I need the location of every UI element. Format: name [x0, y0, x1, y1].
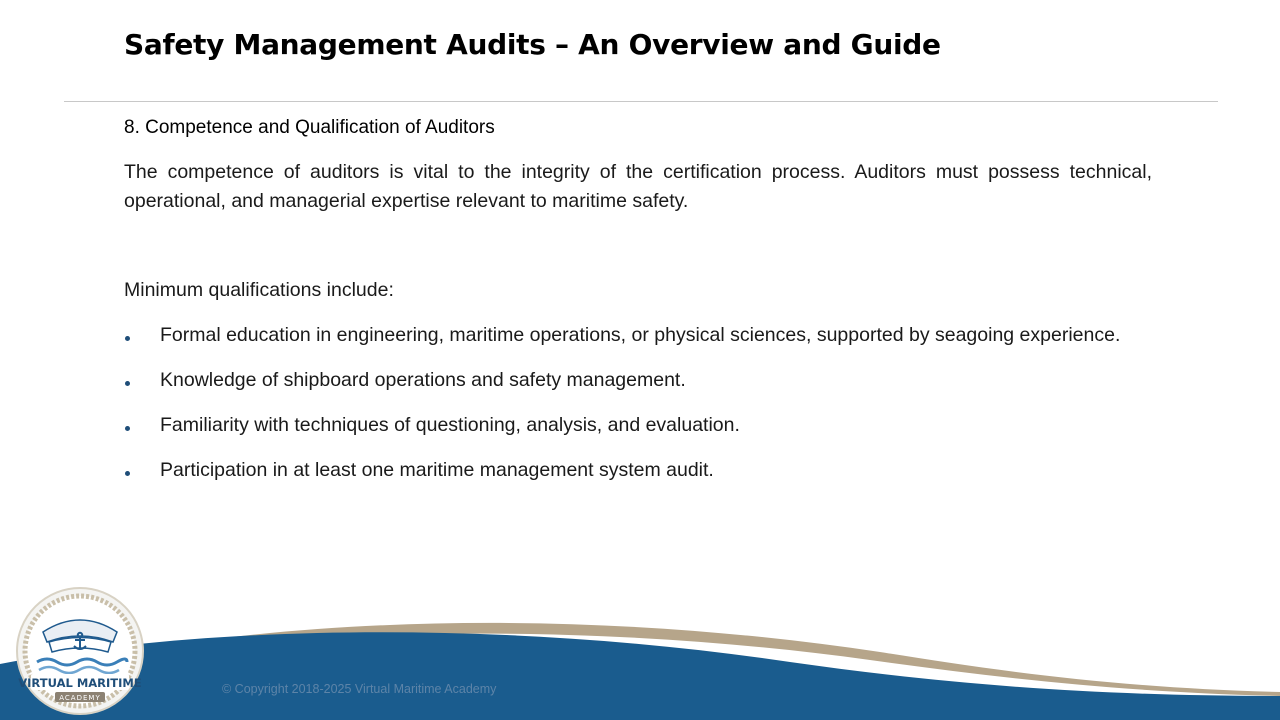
academy-logo: [15, 586, 145, 716]
list-item: [124, 411, 1152, 440]
list-item-text: Knowledge of shipboard operations and safety management.: [160, 369, 686, 391]
list-item: [124, 321, 1152, 350]
bullet-icon: [125, 426, 130, 431]
bullet-icon: [125, 471, 130, 476]
copyright-text: © Copyright 2018-2025 Virtual Maritime Academy: [222, 682, 497, 696]
section-heading: 8. Competence and Qualification of Auditors: [124, 117, 495, 138]
footer-wave-decoration: [0, 600, 1280, 720]
svg-text:ACADEMY: ACADEMY: [59, 694, 101, 702]
list-item-text: Formal education in engineering, maritime operations, or physical sciences, supported by seagoing experience.: [160, 324, 1121, 346]
slide-title: Safety Management Audits – An Overview and Guide: [124, 28, 941, 61]
qualifications-lead: Minimum qualifications include:: [124, 279, 394, 301]
intro-paragraph: The competence of auditors is vital to the integrity of the certification process. Auditors must possess technical, operational, and managerial expertise relevant to maritime safety.: [124, 161, 1152, 212]
list-item-text: Participation in at least one maritime management system audit.: [160, 459, 714, 481]
bullet-icon: [125, 336, 130, 341]
list-item: [124, 456, 1152, 485]
list-item-text: Familiarity with techniques of questioning, analysis, and evaluation.: [160, 414, 740, 436]
bullet-icon: [125, 381, 130, 386]
title-divider: [64, 101, 1218, 102]
list-item: [124, 366, 1152, 395]
svg-text:VIRTUAL MARITIME: VIRTUAL MARITIME: [18, 676, 142, 690]
blue-wave: [0, 632, 1280, 720]
qualifications-list: [124, 321, 1152, 501]
